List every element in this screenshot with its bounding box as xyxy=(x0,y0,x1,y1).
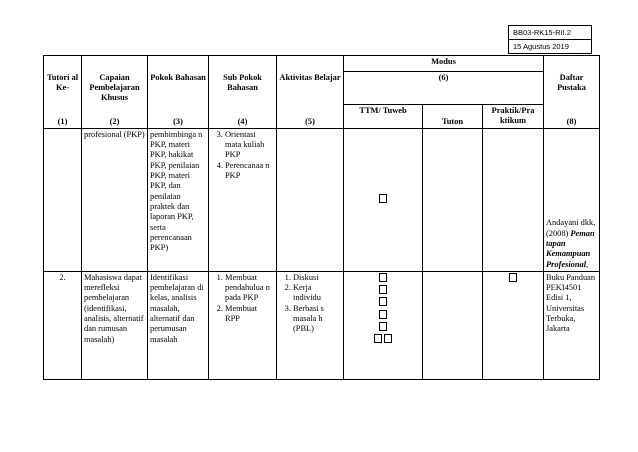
list-item: 2. Kerja individu xyxy=(293,283,341,304)
header-capaian-cell xyxy=(82,56,148,72)
checkbox-icon xyxy=(379,285,387,294)
header-num-8: (8) xyxy=(544,104,600,128)
header-modus: Modus xyxy=(344,56,544,72)
header-num-1: (1) xyxy=(44,104,82,128)
row1-pustaka: Andayani dkk, (2008) Peman tapan Kemampuan Profesional, xyxy=(544,128,600,271)
rps-table xyxy=(43,55,600,380)
row2-ttm xyxy=(344,271,423,379)
header-capaian: Capaian Pembelajaran Khusus xyxy=(82,72,148,105)
header-praktik: Praktik/Pra ktikum xyxy=(483,104,544,128)
row2-pokok: Identifikasi pembelajaran di kelas, analisis masalah, alternatif dan perumusan masalah xyxy=(148,271,209,379)
row2-subpokok xyxy=(209,271,277,379)
list-item: 3. Orientasi mata kuliah PKP xyxy=(225,130,274,161)
header-num-5: (5) xyxy=(277,104,344,128)
checkbox-icon xyxy=(379,310,387,319)
checkbox-icon xyxy=(379,297,387,306)
header-tutorial-cell xyxy=(44,56,82,72)
header-aktivitas: Aktivitas Belajar xyxy=(277,72,344,105)
header-num-3: (3) xyxy=(148,104,209,128)
row2-pustaka: Buku Panduan PEKI4501 Edisi 1, Universitas Terbuka, Jakarta xyxy=(544,271,600,379)
table-row xyxy=(44,271,600,379)
pustaka-title: Peman tapan Kemampuan Profesional xyxy=(546,228,595,269)
header-tutorial: Tutori al Ke- xyxy=(44,72,82,105)
row1-ttm xyxy=(344,128,423,271)
checkbox-icon xyxy=(379,322,387,331)
checkbox-icon xyxy=(379,194,387,203)
header-num-2: (2) xyxy=(82,104,148,128)
checkbox-icon xyxy=(509,273,517,282)
header-tuton: Tuton xyxy=(423,104,483,128)
document-code: BB03-RK15-RII.2 xyxy=(508,25,592,40)
row2-capaian: Mahasiswa dapat merefleksi pembelajaran (identifikasi, analisis, alternatif dan rumusan masalah) xyxy=(82,271,148,379)
header-ttm: TTM/ Tuweb xyxy=(344,104,423,128)
list-item: 2. Membuat RPP xyxy=(225,304,274,325)
list-item: 3. Berbasi s masala h (PBL) xyxy=(293,304,341,335)
table-row xyxy=(44,128,600,271)
header-num-4: (4) xyxy=(209,104,277,128)
row2-no: 2. xyxy=(44,271,82,379)
checkbox-icon xyxy=(379,273,387,282)
header-daftar: Daftar Pustaka xyxy=(544,72,600,105)
pustaka-author: Andayani dkk, (2008) xyxy=(546,218,596,238)
row2-praktik xyxy=(483,271,544,379)
header-subpokok: Sub Pokok Bahasan xyxy=(209,72,277,105)
document-date: 15 Agustus 2019 xyxy=(508,40,592,54)
list-item: 1. Membuat pendahulua n pada PKP xyxy=(225,273,274,304)
checkbox-icon xyxy=(374,334,382,343)
header-modus-num: (6) xyxy=(344,72,544,105)
checkbox-icon xyxy=(384,334,392,343)
row1-capaian: profesional (PKP) xyxy=(82,128,148,271)
document-code-box xyxy=(508,25,592,54)
row1-pokok: pembimbinga n PKP, materi PKP, hakikat PKP, penilaian PKP, materi PKP, dan penilaian praktek dan laporan PKP, serta perencanaan PKP) xyxy=(148,128,209,271)
list-item: 4. Perencanaa n PKP xyxy=(225,161,274,182)
row1-subpokok xyxy=(209,128,277,271)
row2-aktivitas xyxy=(277,271,344,379)
list-item: 1. Diskusi xyxy=(293,273,341,283)
header-pokok: Pokok Bahasan xyxy=(148,72,209,105)
